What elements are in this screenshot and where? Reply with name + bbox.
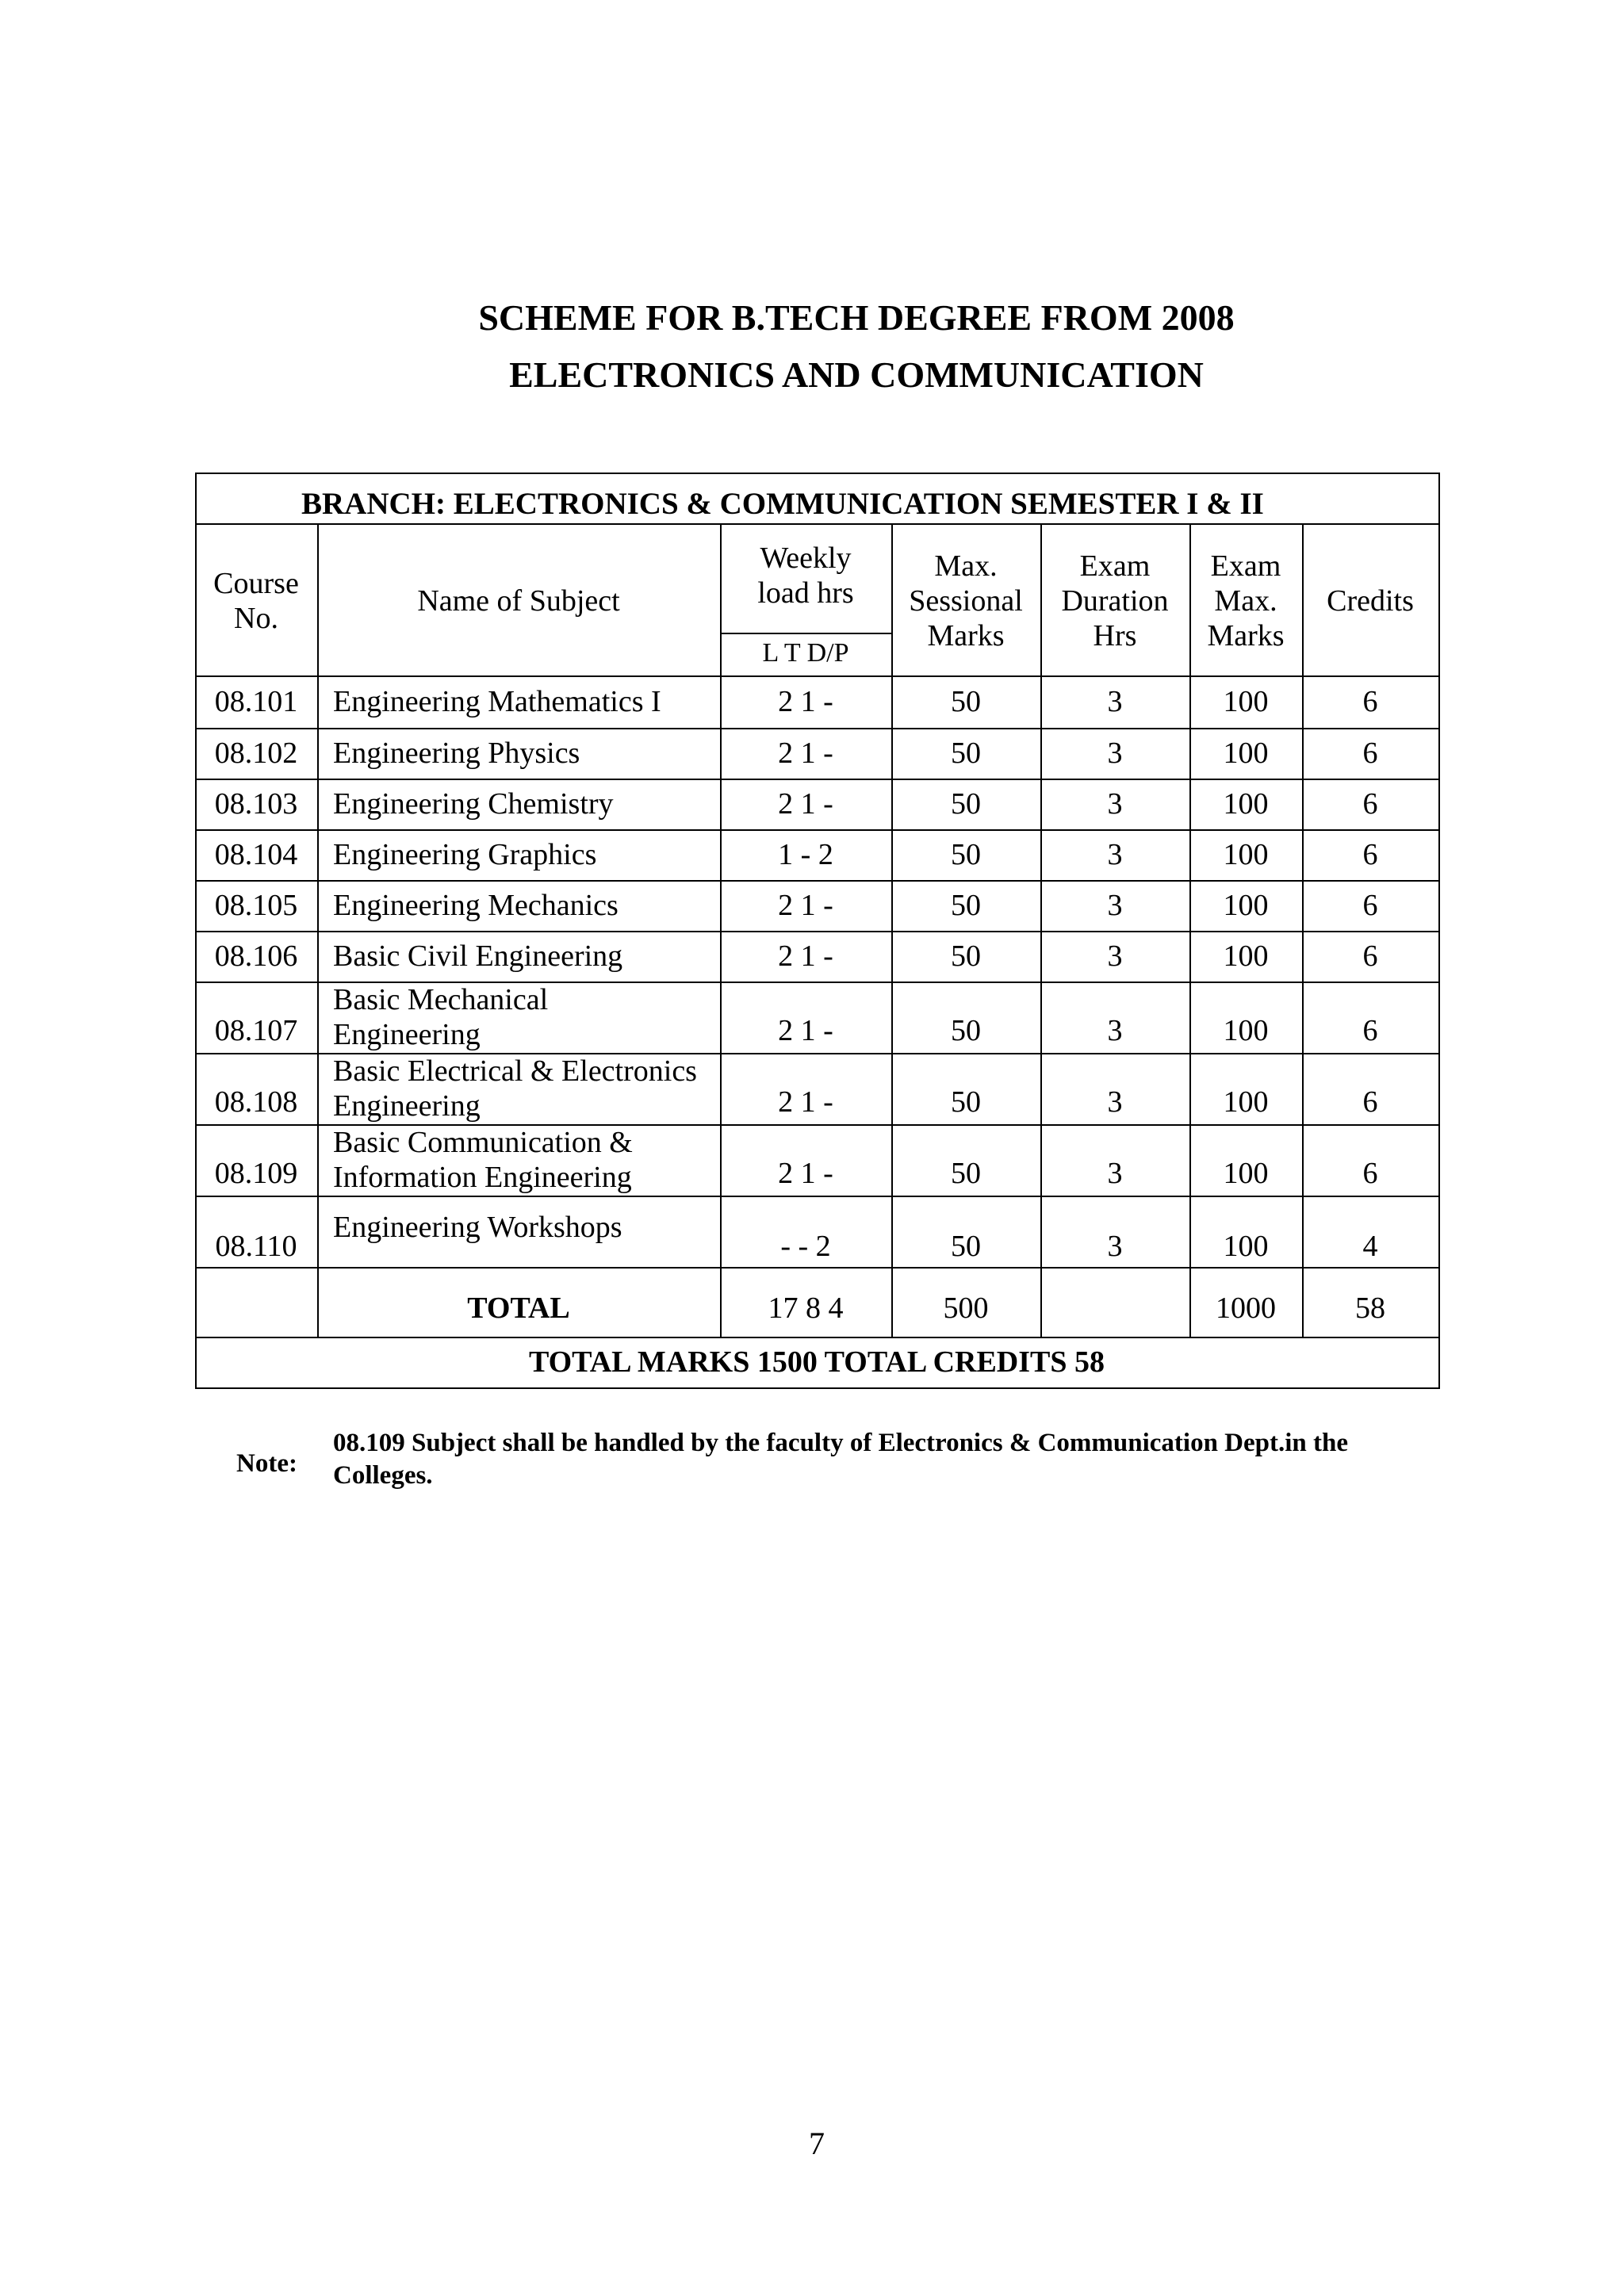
subject-name: Engineering Physics [333,737,580,770]
subject-name: Engineering Mathematics I [333,685,661,718]
page-number: 7 [809,2126,825,2161]
course-number: 08.103 [214,787,298,821]
header-sessional-marks: Max. [934,549,998,583]
exam-max-marks: 100 [1223,1230,1269,1263]
exam-duration: 3 [1107,685,1123,718]
weekly-load: 2 1 - [778,737,833,770]
totals-footer: TOTAL MARKS 1500 TOTAL CREDITS 58 [528,1345,1105,1379]
sessional-marks: 50 [951,737,981,770]
course-number: 08.102 [214,737,298,770]
header-exam-duration: Hrs [1093,619,1137,652]
weekly-load: 2 1 - [778,787,833,821]
table-rule [195,1337,1440,1338]
table-rule [195,473,1440,474]
header-course-no: Course [213,567,299,600]
course-number: 08.106 [214,939,298,973]
course-number: 08.110 [215,1230,297,1263]
total-label: TOTAL [467,1292,570,1325]
credits: 6 [1362,939,1378,973]
sessional-marks: 50 [951,1014,981,1047]
weekly-load: 2 1 - [778,1157,833,1190]
sessional-marks: 50 [951,889,981,922]
subject-name: Engineering Workshops [333,1211,622,1244]
exam-max-marks: 100 [1223,1157,1269,1190]
table-rule [195,523,1440,525]
weekly-load: - - 2 [780,1230,831,1263]
header-weekly-load: Weekly [760,541,852,575]
table-rule [195,675,1440,677]
course-number: 08.104 [214,838,298,871]
sessional-marks: 50 [951,939,981,973]
subject-name: Basic Communication & [333,1126,633,1159]
course-number: 08.107 [214,1014,298,1047]
table-rule [195,1196,1440,1197]
exam-max-marks: 100 [1223,939,1269,973]
subject-name: Basic Mechanical [333,983,549,1016]
sessional-marks: 50 [951,1085,981,1119]
weekly-load: 2 1 - [778,1014,833,1047]
credits: 6 [1362,838,1378,871]
exam-max-marks: 100 [1223,787,1269,821]
table-rule [195,779,1440,780]
total-sessional: 500 [943,1292,989,1325]
exam-duration: 3 [1107,1085,1123,1119]
credits: 6 [1362,787,1378,821]
page-title-line-1: SCHEME FOR B.TECH DEGREE FROM 2008 [478,297,1235,338]
credits: 6 [1362,1014,1378,1047]
exam-duration: 3 [1107,1157,1123,1190]
sessional-marks: 50 [951,838,981,871]
exam-duration: 3 [1107,787,1123,821]
branch-header: BRANCH: ELECTRONICS & COMMUNICATION SEMESTER I & II [301,487,1264,521]
page-title-line-2: ELECTRONICS AND COMMUNICATION [509,354,1204,395]
subject-name: Engineering Chemistry [333,787,614,821]
header-exam-duration: Duration [1061,584,1169,618]
header-exam-max: Exam [1210,549,1281,583]
exam-max-marks: 100 [1223,1014,1269,1047]
course-number: 08.101 [214,685,298,718]
credits: 4 [1362,1230,1378,1263]
exam-duration: 3 [1107,838,1123,871]
total-credits: 58 [1355,1292,1385,1325]
credits: 6 [1362,737,1378,770]
table-rule [195,931,1440,932]
exam-max-marks: 100 [1223,838,1269,871]
header-exam-max: Marks [1207,619,1285,652]
sessional-marks: 50 [951,787,981,821]
header-sessional-marks: Sessional [909,584,1023,618]
table-rule [195,728,1440,729]
note-label: Note: [236,1449,297,1478]
credits: 6 [1362,889,1378,922]
table-rule [195,829,1440,831]
subject-name: Information Engineering [333,1161,632,1194]
header-course-no: No. [234,602,278,635]
subject-name: Engineering [333,1089,481,1123]
subject-name: Basic Electrical & Electronics [333,1054,697,1088]
course-number: 08.109 [214,1157,298,1190]
exam-duration: 3 [1107,889,1123,922]
note-text: 08.109 Subject shall be handled by the faculty of Electronics & Communication Dept.in the Colleges. [333,1429,1349,1490]
course-number: 08.105 [214,889,298,922]
sessional-marks: 50 [951,1157,981,1190]
header-exam-max: Max. [1214,584,1277,618]
weekly-load: 1 - 2 [778,838,833,871]
table-rule [195,880,1440,882]
exam-max-marks: 100 [1223,1085,1269,1119]
weekly-load: 2 1 - [778,939,833,973]
table-rule [195,1267,1440,1269]
weekly-load: 2 1 - [778,685,833,718]
header-weekly-load: load hrs [757,576,854,610]
subject-name: Engineering [333,1018,481,1051]
exam-duration: 3 [1107,1014,1123,1047]
exam-max-marks: 100 [1223,737,1269,770]
weekly-load: 2 1 - [778,889,833,922]
header-ltp: L T D/P [762,638,849,668]
course-number: 08.108 [214,1085,298,1119]
header-credits: Credits [1327,584,1414,618]
credits: 6 [1362,1085,1378,1119]
credits: 6 [1362,685,1378,718]
subject-name: Basic Civil Engineering [333,939,623,973]
exam-duration: 3 [1107,1230,1123,1263]
header-sessional-marks: Marks [927,619,1005,652]
weekly-load: 2 1 - [778,1085,833,1119]
exam-max-marks: 100 [1223,685,1269,718]
sessional-marks: 50 [951,685,981,718]
subject-name: Engineering Graphics [333,838,597,871]
header-subject-name: Name of Subject [417,584,620,618]
sessional-marks: 50 [951,1230,981,1263]
exam-duration: 3 [1107,939,1123,973]
header-exam-duration: Exam [1079,549,1151,583]
total-max: 1000 [1216,1292,1276,1325]
exam-duration: 3 [1107,737,1123,770]
total-load: 17 8 4 [768,1292,844,1325]
table-rule [720,633,893,634]
credits: 6 [1362,1157,1378,1190]
subject-name: Engineering Mechanics [333,889,619,922]
exam-max-marks: 100 [1223,889,1269,922]
table-rule [195,1387,1440,1389]
